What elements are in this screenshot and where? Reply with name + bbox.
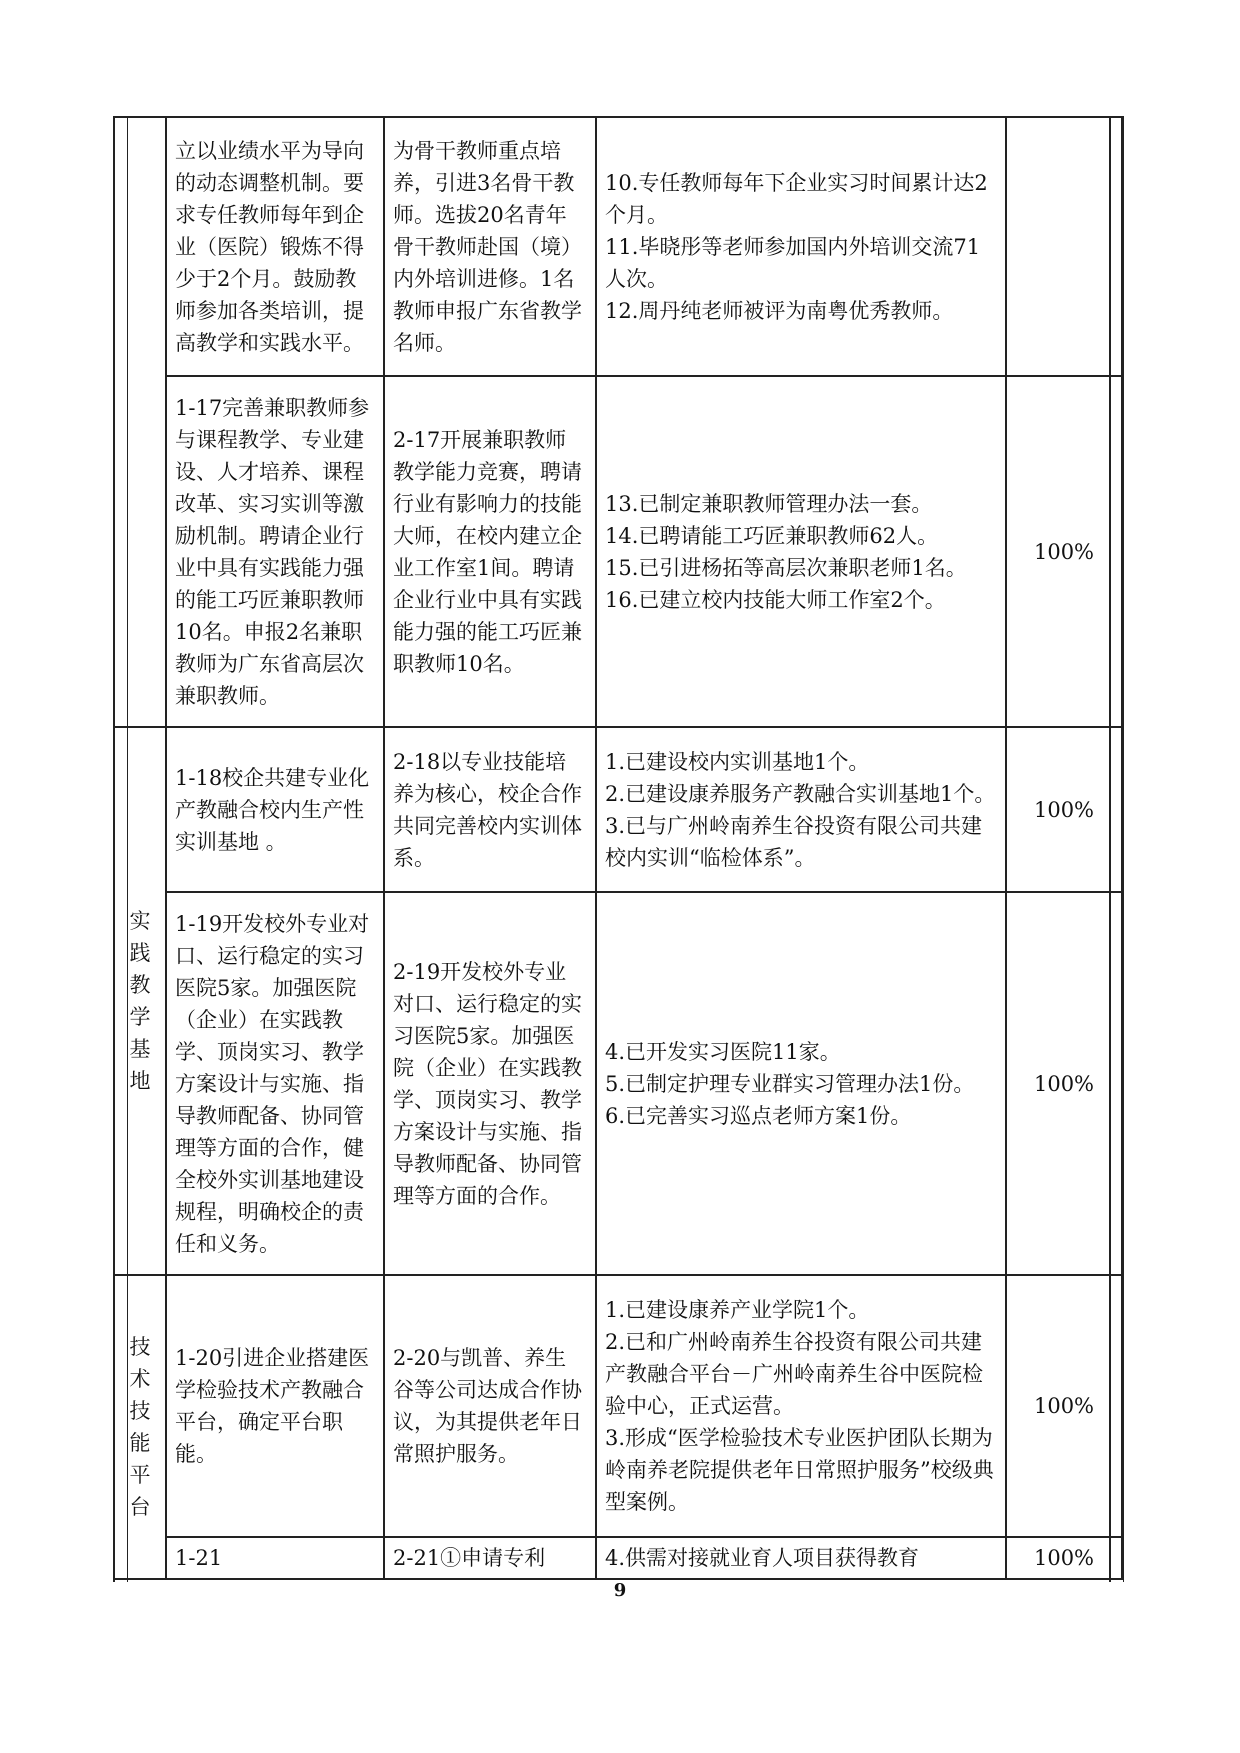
result-item: 15.已引进杨拓等高层次兼职老师1名。	[605, 555, 967, 580]
result-item: 1.已建设校内实训基地1个。	[605, 749, 870, 774]
measure-cell: 2-21①申请专利	[384, 1537, 596, 1579]
result-item: 10.专任教师每年下企业实习时间累计达2个月。	[605, 170, 988, 227]
result-cell	[596, 892, 1006, 1275]
table-row	[114, 1275, 1122, 1537]
measure-cell: 2-18以专业技能培养为核心，校企合作共同完善校内实训体系。	[384, 727, 596, 892]
task-cell: 1-21	[166, 1537, 384, 1579]
task-cell: 1-19开发校外专业对口、运行稳定的实习医院5家。加强医院（企业）在实践教学、顶岗实习、教学方案设计与实施、指导教师配备、协同管理等方面的合作，健全校外实训基地建设规程，明确校企的责任和义务。	[166, 892, 384, 1275]
measure-cell: 为骨干教师重点培养，引进3名骨干教师。选拔20名青年骨干教师赴国（境）内外培训进修。1名教师申报广东省教学名师。	[384, 117, 596, 376]
result-item: 2.已建设康养服务产教融合实训基地1个。	[605, 781, 996, 806]
completion-rate: 100%	[1006, 376, 1122, 727]
result-cell	[596, 376, 1006, 727]
result-item: 4.已开发实习医院11家。	[605, 1039, 841, 1064]
result-item: 13.已制定兼职教师管理办法一套。	[605, 491, 933, 516]
result-cell	[596, 117, 1006, 376]
result-item: 1.已建设康养产业学院1个。	[605, 1298, 870, 1322]
result-item: 14.已聘请能工巧匠兼职教师62人。	[605, 523, 939, 548]
page-number: 9	[613, 1580, 627, 1601]
result-item: 6.已完善实习巡点老师方案1份。	[605, 1103, 912, 1128]
measure-cell: 2-19开发校外专业对口、运行稳定的实习医院5家。加强医院（企业）在实践教学、顶岗实习、教学方案设计与实施、指导教师配备、协同管理等方面的合作。	[384, 892, 596, 1275]
category-cell	[114, 117, 166, 727]
table-inner-border-right	[1123, 116, 1124, 1582]
result-cell	[596, 1537, 1006, 1579]
table-row	[114, 892, 1122, 1275]
measure-cell: 2-17开展兼职教师教学能力竞赛，聘请行业有影响力的技能大师，在校内建立企业工作室1间。聘请企业行业中具有实践能力强的能工巧匠兼职教师10名。	[384, 376, 596, 727]
result-item: 2.已和广州岭南养生谷投资有限公司共建产教融合平台－广州岭南养生谷中医院检验中心，正式运营。	[605, 1330, 983, 1418]
category-cell: 实践教学基地	[114, 727, 166, 1275]
result-item: 12.周丹纯老师被评为南粤优秀教师。	[605, 298, 954, 323]
task-cell: 1-18校企共建专业化产教融合校内生产性实训基地 。	[166, 727, 384, 892]
task-cell: 1-20引进企业搭建医学检验技术产教融合平台，确定平台职能。	[166, 1275, 384, 1537]
result-item: 11.毕晓彤等老师参加国内外培训交流71人次。	[605, 234, 981, 291]
table-row	[114, 727, 1122, 892]
result-cell	[596, 727, 1006, 892]
measure-cell: 2-20与凯普、养生谷等公司达成合作协议，为其提供老年日常照护服务。	[384, 1275, 596, 1537]
result-item: 3.已与广州岭南养生谷投资有限公司共建校内实训“临检体系”。	[605, 813, 983, 870]
completion-rate: 100%	[1006, 1275, 1122, 1537]
completion-rate: 100%	[1006, 892, 1122, 1275]
result-cell	[596, 1275, 1006, 1537]
completion-rate: 100%	[1006, 1537, 1122, 1579]
completion-rate: 100%	[1006, 727, 1122, 892]
result-item: 16.已建立校内技能大师工作室2个。	[605, 587, 946, 612]
table-row	[114, 117, 1122, 376]
completion-rate	[1006, 117, 1122, 376]
category-cell: 技术技能平台	[114, 1275, 166, 1579]
result-item: 3.形成“医学检验技术专业医护团队长期为岭南养老院提供老年日常照护服务”校级典型案例。	[605, 1426, 994, 1514]
progress-table	[113, 116, 1123, 1580]
task-cell: 1-17完善兼职教师参与课程教学、专业建设、人才培养、课程改革、实习实训等激励机制。聘请企业行业中具有实践能力强的能工巧匠兼职教师10名。申报2名兼职教师为广东省高层次兼职教师。	[166, 376, 384, 727]
table-row	[114, 376, 1122, 727]
table-row	[114, 1537, 1122, 1579]
task-cell: 立以业绩水平为导向的动态调整机制。要求专任教师每年到企业（医院）锻炼不得少于2个月。鼓励教师参加各类培训，提高教学和实践水平。	[166, 117, 384, 376]
result-item: 5.已制定护理专业群实习管理办法1份。	[605, 1071, 975, 1096]
result-item: 4.供需对接就业育人项目获得教育	[605, 1546, 920, 1570]
